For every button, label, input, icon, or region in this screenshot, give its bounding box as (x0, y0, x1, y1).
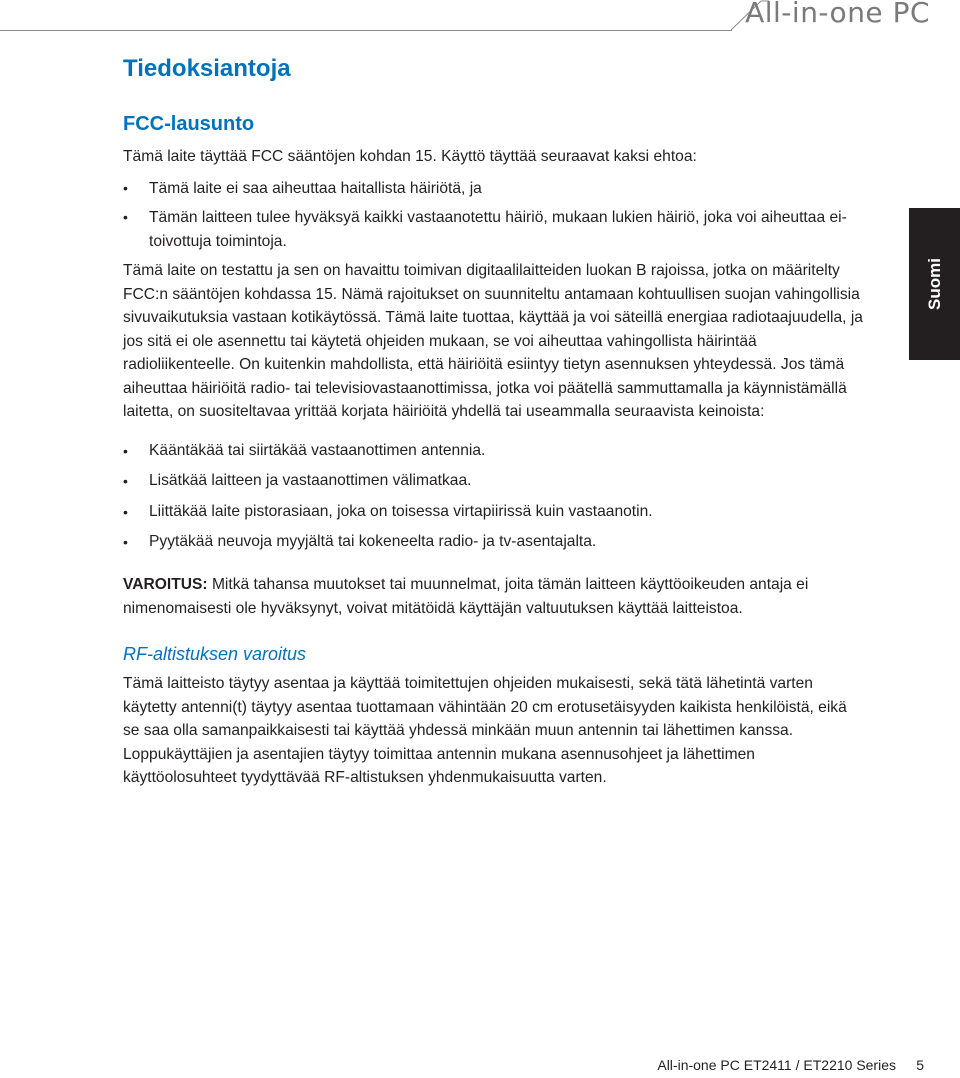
fcc-heading: FCC-lausunto (123, 113, 255, 135)
page-number: 5 (916, 1057, 924, 1073)
fcc-measures-list (123, 440, 863, 554)
fcc-intro: Tämä laite täyttää FCC sääntöjen kohdan 15. Käyttö täyttää seuraavat kaksi ehtoa: (123, 148, 697, 165)
fcc-body: Tämä laite on testattu ja sen on havaittu toimivan digitaalilaitteiden luokan B rajoissa, jotka on määritelty FCC:n sääntöjen kohdassa 15. Nämä rajoitukset on suunniteltu antamaan kohtuullisen suojan vahingollisia sivuvaikutuksia vastaan kotikäytössä. Tämä laite tuottaa, käyttää ja voi säteillä energiaa radiotaajuudella, ja jos sitä ei ole asennettu tai käytetä ohjeiden mukaan, se voi aiheuttaa vahingollista häirintää radioliikenteelle. On kuitenkin mahdollista, että häiriöitä esiintyy tietyn asennuksen yhteydessä. Jos tämä aiheuttaa häiriöitä radio- tai televisiovastaanottimissa, jotka voi päätellä sammuttamalla ja käynnistämällä laitetta, on suositeltavaa yrittää korjata häiriöitä yhdellä tai useammalla seuraavista keinoista: (123, 262, 863, 420)
rf-heading: RF-altistuksen varoitus (123, 644, 307, 664)
list-item: • Tämän laitteen tulee hyväksyä kaikki vastaanotettu häiriö, mukaan lukien häiriö, joka voi aiheuttaa ei-toivottuja toimintoja. (123, 206, 863, 253)
language-tab-label: Suomi (924, 258, 944, 310)
rf-body: Tämä laitteisto täytyy asentaa ja käyttää toimitettujen ohjeiden mukaisesti, sekä tätä lähetintä varten käytetty antenni(t) täytyy asentaa tuottamaan vähintään 20 cm erotusetäisyyden kaikista henkilöistä, eikä se saa olla samanpaikkaisesti tai käyttää yhdessä minkään muun antennin tai lähettimen kanssa. Loppukäyttäjien ja asentajien täytyy toimittaa antennin mukana asennusohjeet ja lähettimen käyttöolosuhteet tyydyttävää RF-altistuksen yhdenmukaisuutta varten. (123, 675, 847, 786)
footer-product: All-in-one PC ET2411 / ET2210 Series (657, 1057, 896, 1073)
list-item: • Lisätkää laitteen ja vastaanottimen välimatkaa. (123, 470, 863, 492)
brand-title: All-in-one PC (745, 0, 930, 29)
warning-label: VAROITUS: (123, 576, 208, 593)
warning-text: Mitkä tahansa muutokset tai muunnelmat, joita tämän laitteen käyttöoikeuden antaja ei nimenomaisesti ole hyväksynyt, voivat mitätöidä käyttäjän valtuutuksen käyttää laitteistoa. (123, 576, 809, 617)
page-title: Tiedoksiantoja (123, 55, 291, 82)
language-tab (909, 208, 960, 360)
list-item: • Pyytäkää neuvoja myyjältä tai kokeneelta radio- ja tv-asentajalta. (123, 531, 863, 553)
list-item: • Tämä laite ei saa aiheuttaa haitallista häiriötä, ja (123, 177, 863, 201)
list-item: • Kääntäkää tai siirtäkää vastaanottimen antennia. (123, 440, 863, 462)
fcc-conditions-list (123, 177, 863, 254)
page-content (123, 54, 863, 790)
list-item: • Liittäkää laite pistorasiaan, joka on toisessa virtapiirissä kuin vastaanotin. (123, 501, 863, 523)
header-rule (0, 30, 732, 31)
warning-paragraph (123, 573, 863, 620)
